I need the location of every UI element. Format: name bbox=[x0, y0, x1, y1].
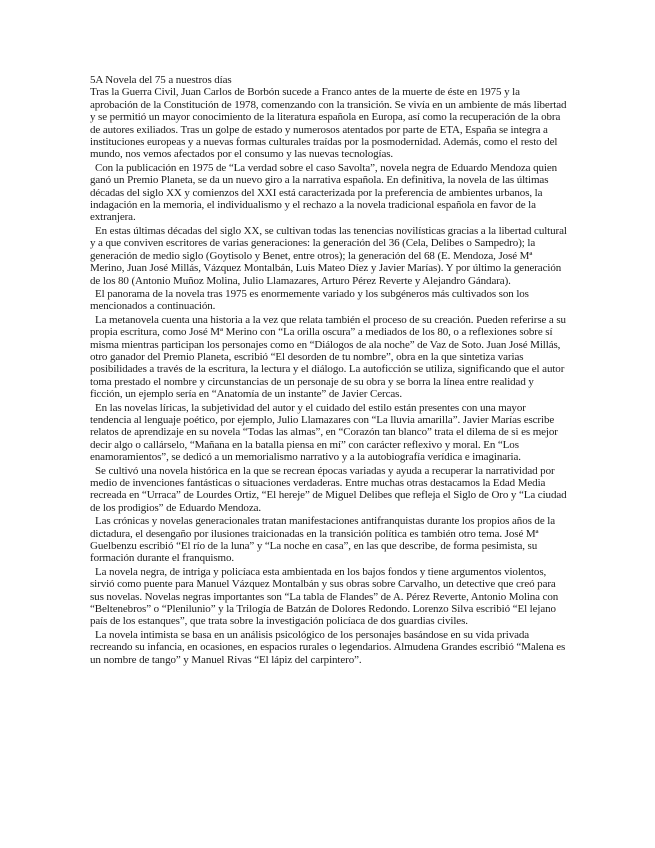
paragraph-novela-historica: Se cultivó una novela histórica en la que se recrean épocas variadas y ayuda a recuperar la narratividad por medio de invenciones fantásticas o situaciones verdaderas. Entre muchas otras destacamos la Edad Media recreada en “Urraca” de Lourdes Ortiz, “El hereje” de Miguel Delibes que refleja el Siglo de Oro y “La ciudad de los prodigios” de Eduardo Mendoza. bbox=[90, 464, 567, 514]
paragraph-generations: En estas últimas décadas del siglo XX, se cultivan todas las tenencias novilísticas gracias a la libertad cultural y a que conviven escritores de varias generaciones: la generación del 36 (Cela, Delibes o Sampedro); la generación de medio siglo (Goytisolo y Benet, entre otros); la generación del 68 (E. Mendoza, José Mª Merino, Juan José Millás, Vázquez Montalbán, Luis Mateo Díez y Javier Marías). Y por último la generación de los 80 (Antonio Muñoz Molina, Julio Llamazares, Arturo Pérez Reverte y Alejandro Gándara). bbox=[90, 224, 567, 287]
document-page bbox=[90, 74, 568, 667]
paragraph-metanovela: La metanovela cuenta una historia a la vez que relata también el proceso de su creación. Pueden referirse a su propia escritura, como José Mª Merino con “La orilla oscura” a mediados de los 80, o a reflexiones sobre sí misma mientras participan los personajes como en “Diálogos de ala noche” de Vaz de Soto. Juan José Millás, otro ganador del Premio Planeta, escribió “El desorden de tu nombre”, obra en la que sintetiza varias posibilidades a través de la escritura, la lectura y el diálogo. La autoficción se utiliza, significando que el autor toma prestado el nombre y circunstancias de un personaje de su obra y se borra la línea entre realidad y ficción, un ejemplo sería en “Anatomía de un instante” de Javier Cercas. bbox=[90, 313, 566, 401]
document-title: 5A Novela del 75 a nuestros días bbox=[90, 74, 232, 86]
paragraph-novela-lirica: En las novelas líricas, la subjetividad del autor y el cuidado del estilo están presentes con una mayor tendencia al lenguaje poético, por ejemplo, Julio Llamazares con “La lluvia amarilla”. Javier Marías escribe relatos de aprendizaje en su novela “Todas las almas”, en “Corazón tan blanco” trata el dilema de si es mejor decir algo o callárselo, “Mañana en la batalla piensa en mí” con carácter reflexivo y moral. En “Los enamoramientos”, se dedicó a un memorialismo narrativo y a la autobiografía verídica e imaginaria. bbox=[90, 401, 558, 464]
paragraph-novela-intimista: La novela intimista se basa en un análisis psicológico de los personajes basándose en su vida privada recreando su infancia, en ocasiones, en espacios rurales o legendarios. Almudena Grandes escribió “Malena es un nombre de tango” y Manuel Rivas “El lápiz del carpintero”. bbox=[90, 628, 566, 666]
paragraph-context: Tras la Guerra Civil, Juan Carlos de Borbón sucede a Franco antes de la muerte de éste en 1975 y la aprobación de la Constitución de 1978, comenzando con la transición. Se vivía en un ambiente de más libertad y se permitió un mayor conocimiento de la literatura española en Europa, así como la recuperación de la obra de autores exiliados. Tras un golpe de estado y numerosos atentados por parte de ETA, España se integra a instituciones europeas y a nuevas formas culturales traídas por la posmodernidad. Además, como el resto del mundo, nos vemos afectados por el consumo y las nuevas tecnologías. bbox=[90, 86, 567, 161]
paragraph-panorama: El panorama de la novela tras 1975 es enormemente variado y los subgéneros más cultivados son los mencionados a continuación. bbox=[90, 287, 529, 313]
paragraph-savolta: Con la publicación en 1975 de “La verdad sobre el caso Savolta”, novela negra de Eduardo Mendoza quien ganó un Premio Planeta, se da un nuevo giro a la narrativa española. En definitiva, la novela de las últimas décadas del siglo XX y comienzos del XXI está caracterizada por la preferencia de ambientes urbanos, la indagación en la memoria, el individualismo y el rechazo a la novela tradicional española en favor de la extranjera. bbox=[90, 161, 558, 224]
paragraph-novela-negra: La novela negra, de intriga y policíaca esta ambientada en los bajos fondos y tiene argumentos violentos, sirvió como puente para Manuel Vázquez Montalbán y sus obras sobre Carvalho, un detective que creó para sus novelas. Novelas negras importantes son “La tabla de Flandes” de A. Pérez Reverte, Antonio Molina con “Beltenebros” o “Plenilunio” y la Trilogía de Batzán de Dolores Redondo. Lorenzo Silva escribió “El lejano país de los estanques”, que trata sobre la investigación policíaca de dos guardias civiles. bbox=[90, 565, 559, 628]
paragraph-cronicas: Las crónicas y novelas generacionales tratan manifestaciones antifranquistas durante los propios años de la dictadura, el desengaño por ilusiones traicionadas en la transición política es también otro tema. José Mª Guelbenzu escribió “El río de la luna” y “La noche en casa”, en las que describe, de forma pesimista, su formación durante el franquismo. bbox=[90, 515, 555, 565]
